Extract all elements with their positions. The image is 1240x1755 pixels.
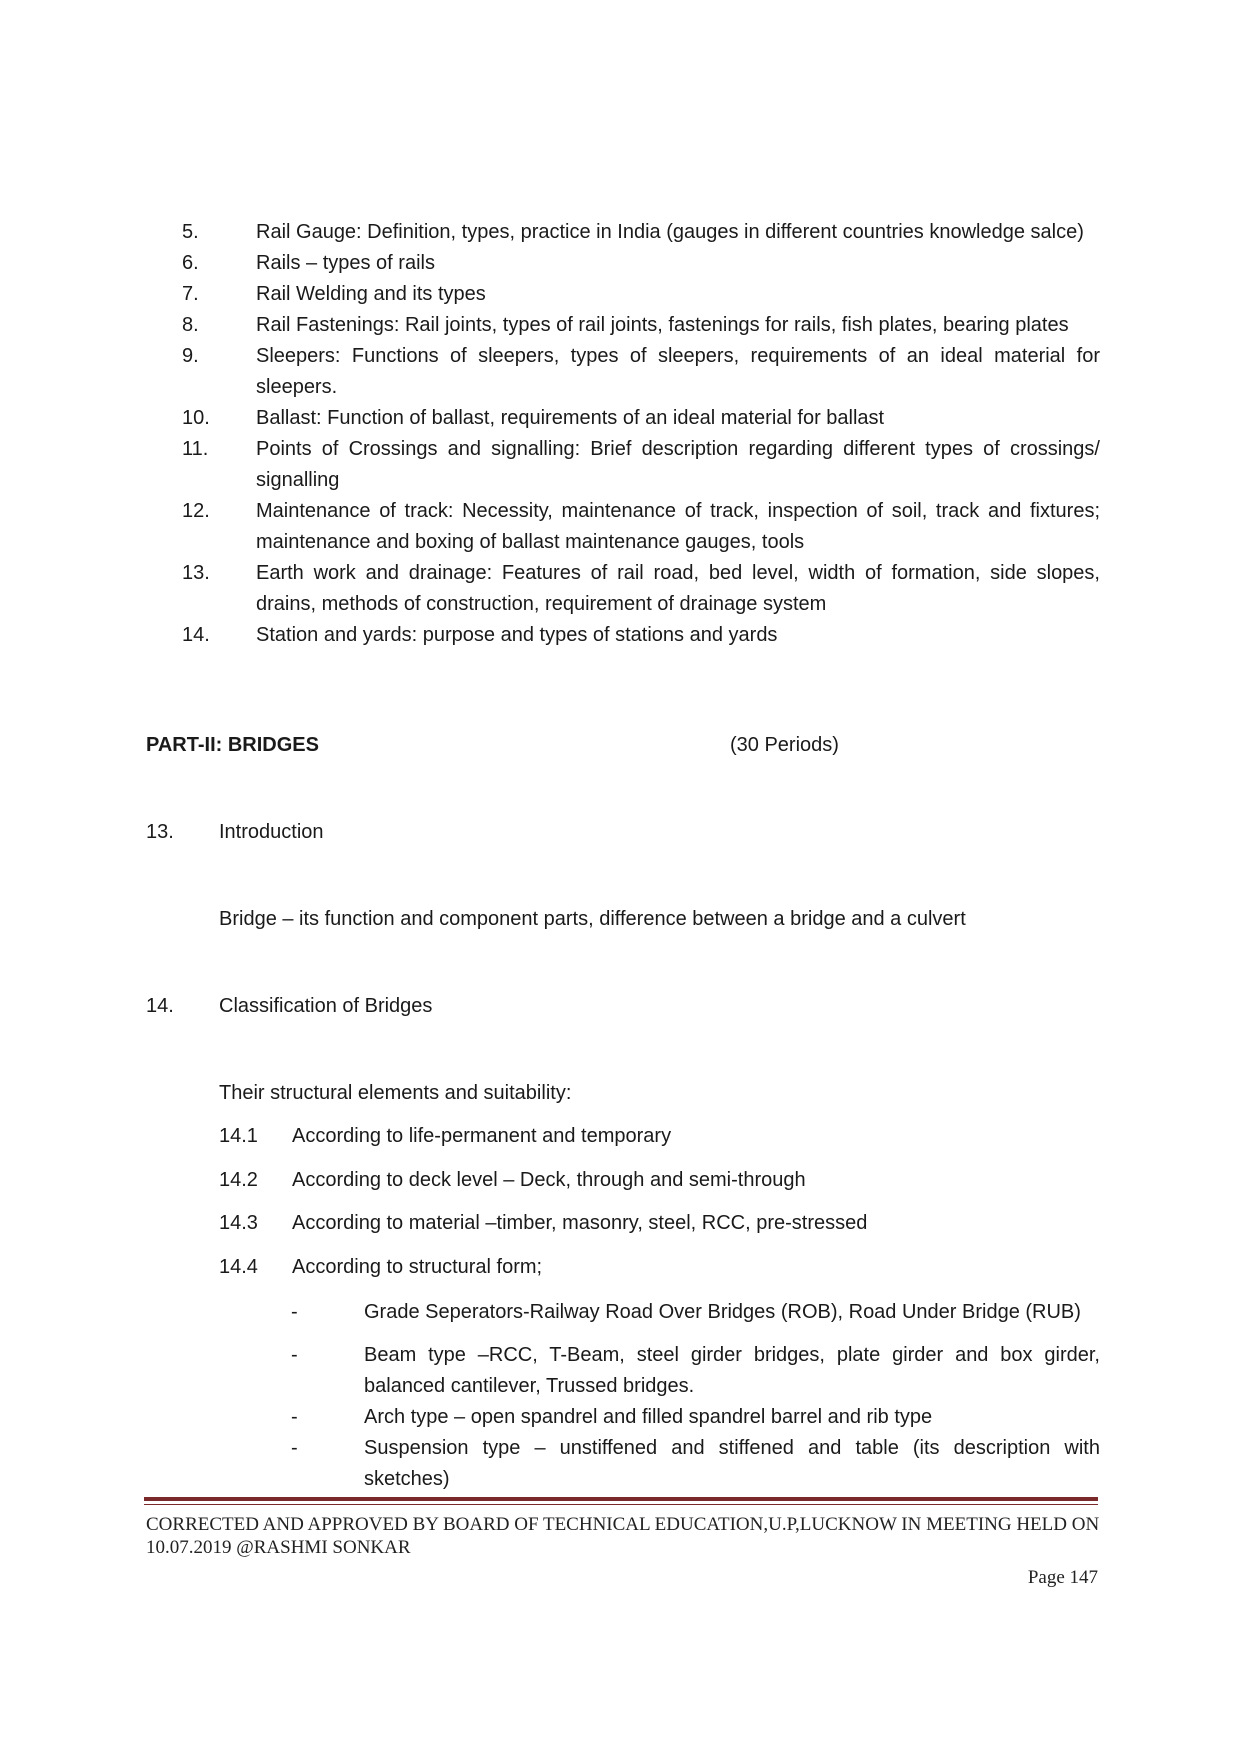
item-number: 12. — [182, 500, 210, 522]
list-item — [182, 341, 1100, 403]
dash-marker: - — [291, 1344, 298, 1366]
item-number: 8. — [182, 314, 199, 336]
part-title: PART-II: BRIDGES — [146, 734, 319, 756]
classification-lead-text: Their structural elements and suitability: — [219, 1082, 572, 1104]
item-number: 7. — [182, 283, 199, 305]
item-text: Rail Welding and its types — [256, 283, 486, 305]
subsection-number: 14.2 — [219, 1169, 258, 1191]
subsection-item — [219, 1252, 542, 1283]
footer-rule-thin — [144, 1504, 1098, 1505]
item-text: Sleepers: Functions of sleepers, types of sleepers, requirements of an ideal material for sleepers. — [256, 345, 1100, 398]
item-number: 6. — [182, 252, 199, 274]
page-number: Page 147 — [1027, 1567, 1098, 1588]
dash-marker: - — [291, 1406, 298, 1428]
dash-item-text: Suspension type – unstiffened and stiffened and table (its description with sketches) — [364, 1437, 1100, 1490]
subsection-item — [219, 1121, 671, 1152]
footer-line-2: 10.07.2019 @RASHMI SONKAR — [146, 1537, 411, 1558]
item-text: Station and yards: purpose and types of stations and yards — [256, 624, 778, 646]
item-text: Rail Gauge: Definition, types, practice in India (gauges in different countries knowledge salce) — [256, 221, 1084, 243]
item-text: Points of Crossings and signalling: Brief description regarding different types of crossings/ signalling — [256, 438, 1100, 491]
introduction-text: Bridge – its function and component parts, difference between a bridge and a culvert — [219, 908, 966, 930]
section-heading-introduction — [146, 817, 324, 848]
item-text: Rail Fastenings: Rail joints, types of rail joints, fastenings for rails, fish plates, bearing plates — [256, 314, 1069, 336]
item-number: 11. — [182, 438, 209, 460]
section-number: 14. — [146, 995, 174, 1017]
dash-item — [291, 1340, 1100, 1402]
structural-form-list — [291, 1297, 1100, 1495]
dash-item-text: Grade Seperators-Railway Road Over Bridges (ROB), Road Under Bridge (RUB) — [364, 1301, 1081, 1323]
section-title: Introduction — [219, 821, 324, 843]
section-title: Classification of Bridges — [219, 995, 433, 1017]
subsection-item — [219, 1208, 867, 1239]
subsection-text: According to life-permanent and temporary — [292, 1125, 672, 1147]
list-item — [182, 248, 1100, 279]
item-number: 14. — [182, 624, 210, 646]
dash-marker: - — [291, 1301, 298, 1323]
item-number: 5. — [182, 221, 199, 243]
list-item — [182, 620, 1100, 651]
subsection-number: 14.4 — [219, 1256, 258, 1278]
section-heading-classification — [146, 991, 432, 1022]
list-item — [182, 310, 1100, 341]
subsection-item — [219, 1165, 806, 1196]
railway-topic-list — [182, 217, 1100, 651]
dash-item — [291, 1297, 1100, 1328]
item-text: Earth work and drainage: Features of rail road, bed level, width of formation, side slopes, drains, methods of construction, requirement of drainage system — [256, 562, 1100, 615]
dash-item — [291, 1402, 1100, 1433]
subsection-text: According to material –timber, masonry, steel, RCC, pre-stressed — [292, 1212, 868, 1234]
list-item — [182, 496, 1100, 558]
item-number: 9. — [182, 345, 199, 367]
part-heading — [146, 730, 1100, 761]
list-item — [182, 558, 1100, 620]
list-item — [182, 279, 1100, 310]
subsection-text: According to deck level – Deck, through and semi-through — [292, 1169, 806, 1191]
footer-rule-thick — [144, 1497, 1098, 1501]
subsection-number: 14.1 — [219, 1125, 258, 1147]
part-periods: (30 Periods) — [730, 734, 839, 756]
dash-marker: - — [291, 1437, 298, 1459]
item-text: Maintenance of track: Necessity, maintenance of track, inspection of soil, track and fixtures; maintenance and boxing of ballast maintenance gauges, tools — [256, 500, 1100, 553]
footer-note — [146, 1513, 1100, 1559]
section-number: 13. — [146, 821, 174, 843]
dash-item — [291, 1433, 1100, 1495]
footer-line-1: CORRECTED AND APPROVED BY BOARD OF TECHNICAL EDUCATION,U.P,LUCKNOW IN MEETING HELD ON — [146, 1514, 1100, 1535]
list-item — [182, 217, 1100, 248]
dash-item-text: Arch type – open spandrel and filled spandrel barrel and rib type — [364, 1406, 933, 1428]
item-number: 13. — [182, 562, 210, 584]
subsection-text: According to structural form; — [292, 1256, 543, 1278]
item-text: Rails – types of rails — [256, 252, 435, 274]
list-item — [182, 434, 1100, 496]
subsection-number: 14.3 — [219, 1212, 258, 1234]
item-text: Ballast: Function of ballast, requirements of an ideal material for ballast — [256, 407, 885, 429]
list-item — [182, 403, 1100, 434]
dash-item-text: Beam type –RCC, T-Beam, steel girder bridges, plate girder and box girder, balanced cantilever, Trussed bridges. — [364, 1344, 1100, 1397]
item-number: 10. — [182, 407, 210, 429]
